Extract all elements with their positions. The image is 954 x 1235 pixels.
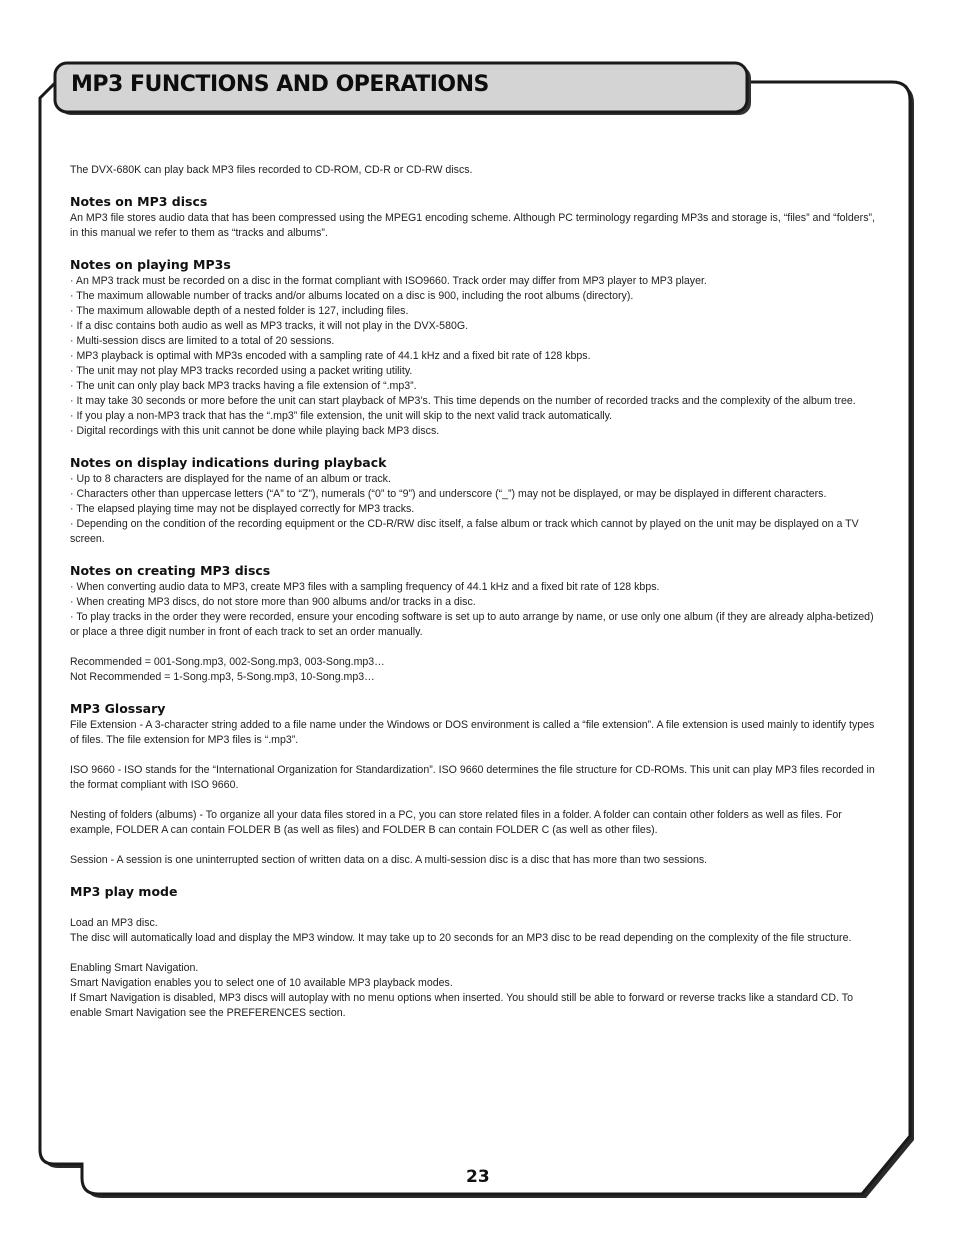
playing-notes-list <box>70 274 876 439</box>
list-item: · The maximum allowable depth of a nested folder is 127, including files. <box>70 305 409 317</box>
smart-nav-body-1: Smart Navigation enables you to select one of 10 available MP3 playback modes. <box>70 977 453 989</box>
smart-nav-title: Enabling Smart Navigation. <box>70 962 199 974</box>
list-item: · The elapsed playing time may not be displayed correctly for MP3 tracks. <box>70 503 415 515</box>
list-item: · When creating MP3 discs, do not store more than 900 albums and/or tracks in a disc. <box>70 596 476 608</box>
section-heading-playing-mp3s: Notes on playing MP3s <box>70 257 231 272</box>
glossary-entry-iso-9660: ISO 9660 - ISO stands for the “International Organization for Standardization”. ISO 9660 determines the file structure for CD-ROMs. This unit can play MP3 files recorded in the format compliant with ISO 9660. <box>70 764 875 791</box>
section-heading-creating-mp3-discs: Notes on creating MP3 discs <box>70 563 271 578</box>
list-item: · An MP3 track must be recorded on a disc in the format compliant with ISO9660. Track order may differ from MP3 player to MP3 player. <box>70 275 707 287</box>
list-item: · The unit may not play MP3 tracks recorded using a packet writing utility. <box>70 365 413 377</box>
list-item: · MP3 playback is optimal with MP3s encoded with a sampling rate of 44.1 kHz and a fixed bit rate of 128 kbps. <box>70 350 591 362</box>
list-item: · Depending on the condition of the recording equipment or the CD-R/RW disc itself, a false album or track which cannot by played on the unit may be displayed on a TV screen. <box>70 518 859 545</box>
list-item: · To play tracks in the order they were recorded, ensure your encoding software is set up to auto arrange by name, or use only one album (if they are already alpha-betized) or place a three digit number in front of each track to set an order manually. <box>70 611 874 638</box>
section-heading-glossary: MP3 Glossary <box>70 701 166 716</box>
glossary-entry-nesting: Nesting of folders (albums) - To organize all your data files stored in a PC, you can store related files in a folder. A folder can contain other folders as well as files. For example, FOLDER A can contain FOLDER B (as well as files) and FOLDER B can contain FOLDER C (as well as other files). <box>70 809 842 836</box>
page-number: 23 <box>466 1167 490 1187</box>
section-heading-mp3-discs: Notes on MP3 discs <box>70 194 208 209</box>
page-title: MP3 FUNCTIONS AND OPERATIONS <box>71 72 489 97</box>
mp3-discs-body: An MP3 file stores audio data that has been compressed using the MPEG1 encoding scheme. Although PC terminology regarding MP3s and storage is, “files” and “folders”, in this manual we refer to them as “tracks and albums”. <box>70 212 875 239</box>
list-item: · When converting audio data to MP3, create MP3 files with a sampling frequency of 44.1 kHz and a fixed bit rate of 128 kbps. <box>70 581 660 593</box>
list-item: · Up to 8 characters are displayed for the name of an album or track. <box>70 473 391 485</box>
smart-nav-body-2: If Smart Navigation is disabled, MP3 discs will autoplay with no menu options when inserted. You should still be able to forward or reverse tracks like a standard CD. To enable Smart Navigation see the PREFERENCES section. <box>70 992 853 1019</box>
list-item: · It may take 30 seconds or more before the unit can start playback of MP3’s. This time depends on the number of recorded tracks and the complexity of the album tree. <box>70 395 856 407</box>
display-notes-list <box>70 472 876 547</box>
list-item: · Characters other than uppercase letters (“A” to “Z”), numerals (“0” to “9”) and underscore (“_”) may not be displayed, or may be displayed in different characters. <box>70 488 827 500</box>
page-content <box>70 163 876 1021</box>
list-item: · The maximum allowable number of tracks and/or albums located on a disc is 900, including the root albums (directory). <box>70 290 634 302</box>
section-heading-play-mode: MP3 play mode <box>70 884 178 899</box>
not-recommended-example: Not Recommended = 1-Song.mp3, 5-Song.mp3, 10-Song.mp3… <box>70 671 375 683</box>
list-item: · Multi-session discs are limited to a total of 20 sessions. <box>70 335 335 347</box>
glossary-entry-file-extension: File Extension - A 3-character string added to a file name under the Windows or DOS environment is called a “file extension”. A file extension is used mainly to identify types of files. The file extension for MP3 files is “.mp3”. <box>70 719 875 746</box>
load-disc-title: Load an MP3 disc. <box>70 917 158 929</box>
section-heading-display-indications: Notes on display indications during playback <box>70 455 387 470</box>
list-item: · If a disc contains both audio as well as MP3 tracks, it will not play in the DVX-580G. <box>70 320 469 332</box>
glossary-entry-session: Session - A session is one uninterrupted section of written data on a disc. A multi-session disc is a disc that has more than two sessions. <box>70 854 708 866</box>
recommended-example: Recommended = 001-Song.mp3, 002-Song.mp3, 003-Song.mp3… <box>70 656 385 668</box>
list-item: · Digital recordings with this unit cannot be done while playing back MP3 discs. <box>70 425 440 437</box>
load-disc-body: The disc will automatically load and display the MP3 window. It may take up to 20 seconds for an MP3 disc to be read depending on the complexity of the file structure. <box>70 932 852 944</box>
creating-notes-list <box>70 580 876 640</box>
intro-text: The DVX-680K can play back MP3 files recorded to CD-ROM, CD-R or CD-RW discs. <box>70 164 473 176</box>
list-item: · The unit can only play back MP3 tracks having a file extension of “.mp3”. <box>70 380 417 392</box>
list-item: · If you play a non-MP3 track that has the “.mp3” file extension, the unit will skip to the next valid track automatically. <box>70 410 613 422</box>
